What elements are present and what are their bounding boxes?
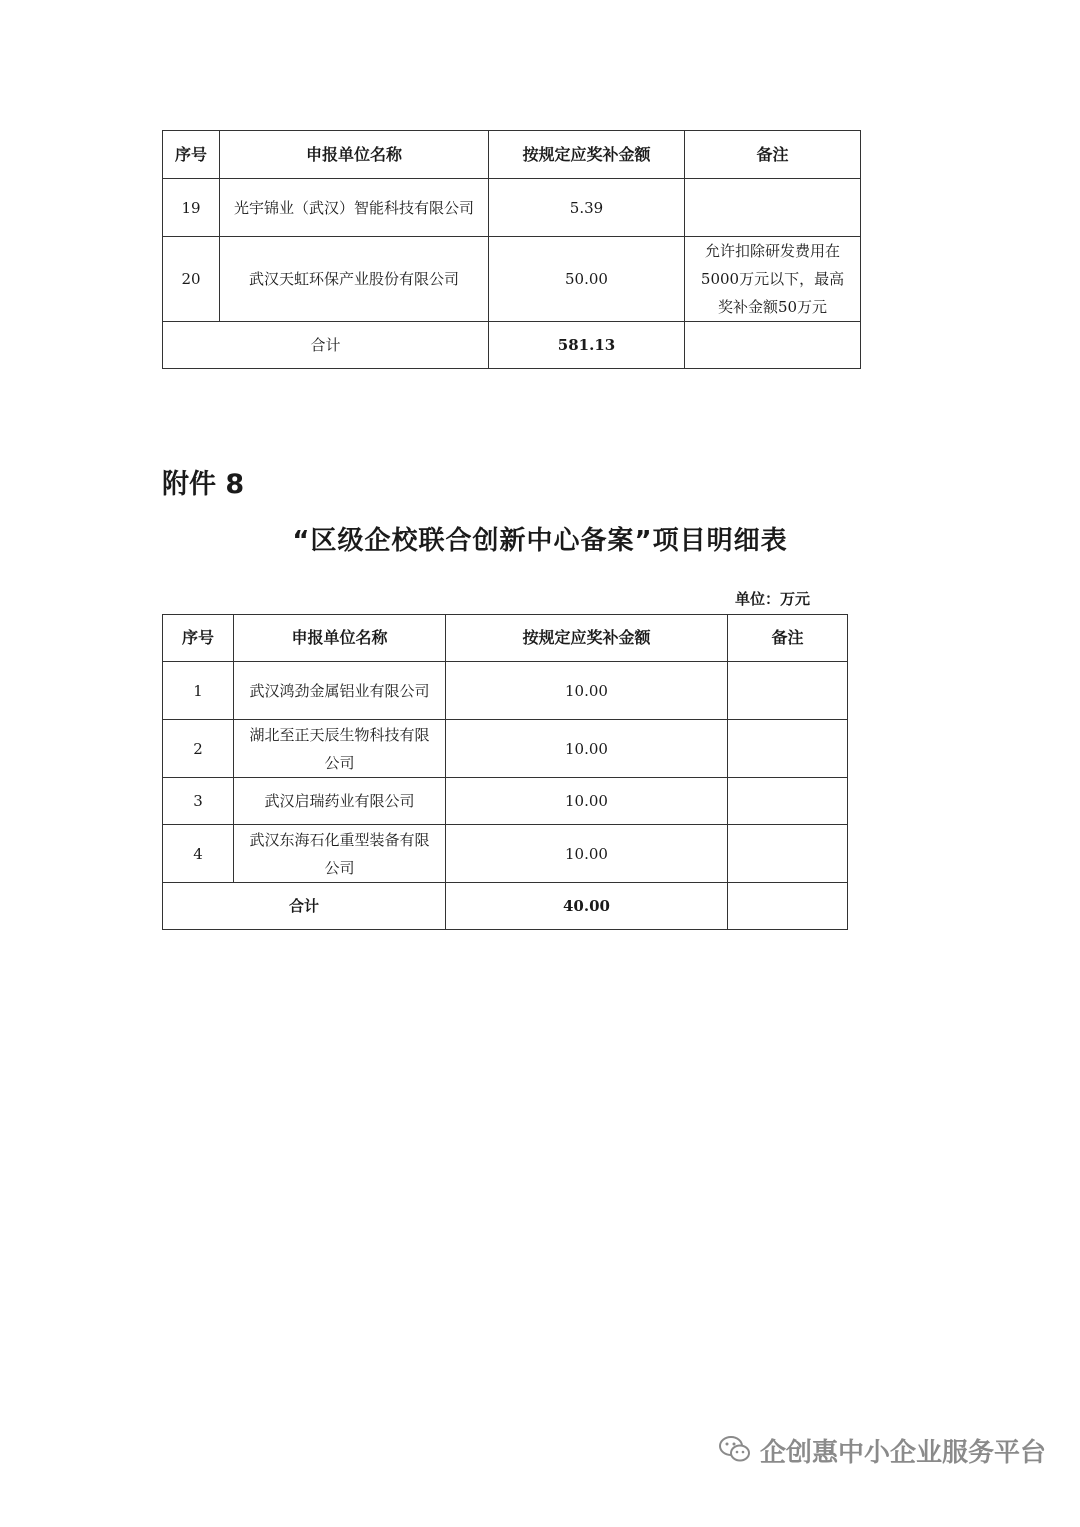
- table-award-continued: [162, 130, 861, 369]
- row-no: 1: [163, 662, 234, 720]
- row-company: 武汉天虹环保产业股份有限公司: [220, 237, 489, 322]
- table-row: [163, 179, 861, 237]
- total-label: 合计: [163, 322, 489, 369]
- table-row: [163, 720, 848, 778]
- table-row: [163, 825, 848, 883]
- table-total-row: [163, 322, 861, 369]
- row-amount: 50.00: [489, 237, 685, 322]
- row-note: 允许扣除研发费用在5000万元以下，最高奖补金额50万元: [685, 237, 861, 322]
- row-note: [728, 825, 848, 883]
- table-header-row: [163, 615, 848, 662]
- row-company: 武汉启瑞药业有限公司: [234, 778, 446, 825]
- row-company: 湖北至正天辰生物科技有限公司: [234, 720, 446, 778]
- row-amount: 10.00: [446, 778, 728, 825]
- row-amount: 5.39: [489, 179, 685, 237]
- row-no: 19: [163, 179, 220, 237]
- unit-label: 单位：万元: [734, 590, 810, 608]
- table-row: [163, 237, 861, 322]
- wechat-icon: [718, 1434, 752, 1468]
- watermark: [718, 1432, 1046, 1469]
- row-note: [728, 662, 848, 720]
- total-amount: 40.00: [446, 883, 728, 930]
- row-note: [728, 720, 848, 778]
- header-no: 序号: [163, 615, 234, 662]
- row-company: 武汉东海石化重型装备有限公司: [234, 825, 446, 883]
- header-note: 备注: [685, 131, 861, 179]
- row-company: 光宇锦业（武汉）智能科技有限公司: [220, 179, 489, 237]
- total-note: [728, 883, 848, 930]
- row-no: 4: [163, 825, 234, 883]
- total-label: 合计: [163, 883, 446, 930]
- row-note: [685, 179, 861, 237]
- document-title: “区级企校联合创新中心备案”项目明细表: [292, 526, 788, 556]
- attachment-heading: 附件 8: [162, 469, 245, 500]
- row-company: 武汉鸿劲金属铝业有限公司: [234, 662, 446, 720]
- table-total-row: [163, 883, 848, 930]
- header-no: 序号: [163, 131, 220, 179]
- table-header-row: [163, 131, 861, 179]
- header-company: 申报单位名称: [220, 131, 489, 179]
- header-company: 申报单位名称: [234, 615, 446, 662]
- total-note: [685, 322, 861, 369]
- row-amount: 10.00: [446, 825, 728, 883]
- header-amount: 按规定应奖补金额: [446, 615, 728, 662]
- row-no: 2: [163, 720, 234, 778]
- row-amount: 10.00: [446, 662, 728, 720]
- table-innovation-center: [162, 614, 848, 930]
- header-note: 备注: [728, 615, 848, 662]
- row-amount: 10.00: [446, 720, 728, 778]
- table-row: [163, 778, 848, 825]
- watermark-text: 企创惠中小企业服务平台: [759, 1438, 1046, 1468]
- row-note: [728, 778, 848, 825]
- total-amount: 581.13: [489, 322, 685, 369]
- table-row: [163, 662, 848, 720]
- header-amount: 按规定应奖补金额: [489, 131, 685, 179]
- row-no: 20: [163, 237, 220, 322]
- row-no: 3: [163, 778, 234, 825]
